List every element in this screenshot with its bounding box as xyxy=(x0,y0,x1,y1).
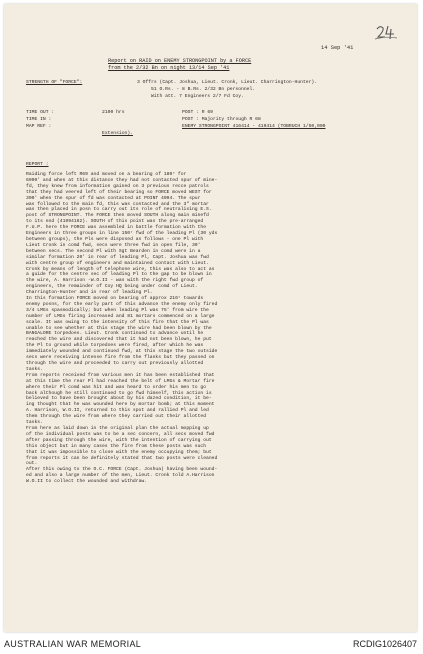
report-line: BANGALORE torpedoes. Lieut. Cronk continued to advance until he xyxy=(26,331,204,337)
report-line: tasks. xyxy=(26,366,43,372)
report-line: through the wire and proceeded to carry out previously allotted xyxy=(26,361,204,366)
report-line: between groups), the Pls were disposed as follows - one Pl with xyxy=(26,236,204,242)
strength-line1: 3 Offrs (Capt. Joshua, Lieut. Cronk, Lieut. Charrington-Hunter). xyxy=(137,80,318,85)
time-in-route: POST : Majority through R 68 xyxy=(182,117,261,122)
strength-label: STRENGTH OF "FORCE": xyxy=(26,80,83,85)
report-line: with centre group of engineers and maintained contact with Lieut. xyxy=(26,260,209,266)
report-line: the wire, A. Harrison -W.O.II - was with the right fwd group of xyxy=(26,278,204,284)
report-line: scale. It was owing to the intensity of this fire that the Pl was xyxy=(26,319,209,325)
report-line: at this time the rear Pl had reached the belt of LMGs & Mortar fire xyxy=(26,378,215,384)
report-line: Raiding force left R69 and moved on a bearing of 180° for xyxy=(26,172,187,177)
report-line: unable to see whether at this stage the wire had been blown by the xyxy=(26,325,212,331)
report-line: from reports it can be definitely stated that two posts were cleaned xyxy=(26,455,218,461)
handwritten-reference-number xyxy=(375,24,397,40)
report-body xyxy=(26,172,404,485)
report-line: 6900' and when at this distance they had not contacted spur of mine- xyxy=(26,177,218,183)
report-line: a guide for the centre sec of leading Pl to the gap to be blown in xyxy=(26,272,212,278)
report-line: post of STRONGPOINT. The FORCE then moved SOUTH along main minefd xyxy=(26,213,209,219)
report-line: was followed to the main fd, this was contacted and the 3" mortar xyxy=(26,201,209,207)
map-ref-label: MAP REF : xyxy=(26,124,52,129)
time-out-label: TIME OUT : xyxy=(26,110,55,115)
report-line: that they had veered left of their bearing so FORCE moved WEST for xyxy=(26,189,212,195)
report-line: them through the wire from where they carried out their allotted xyxy=(26,414,207,420)
time-out-route: POST : R 69 xyxy=(182,110,213,115)
report-line: fd, they knew from information gained on 3 previous recce patrols xyxy=(26,183,209,189)
report-line: was then placed in posn to carry out its role of neutralising E.S. xyxy=(26,207,212,213)
report-line: In this formation FORCE moved on bearing of approx 216° towards xyxy=(26,296,204,302)
report-line: ed and also a large number of the men, Lieut. Cronk told A.Harrison xyxy=(26,473,215,479)
report-line: that it was impossible to close with the enemy occupying them; but xyxy=(26,449,212,455)
report-line: From here as laid down in the original plan the actual mopping up xyxy=(26,425,209,431)
document-page xyxy=(4,4,417,632)
archive-footer xyxy=(0,634,423,654)
archive-id: RCDIG1026407 xyxy=(352,639,417,649)
report-line: Cronk by means of length of telephone wire, this was also to act as xyxy=(26,266,215,272)
report-line: of the individual posts was to be a sec concern, all secs moved fwd xyxy=(26,431,215,437)
title-line2-text: from the 2/32 Bn on night 13/14 Sep '41 xyxy=(108,65,230,71)
report-line: enemy posns, for the early part of this advance the enemy only fired xyxy=(26,301,218,307)
strength-line3: With att. 7 Engineers 2/7 Fd Coy. xyxy=(151,94,244,99)
time-in-label: TIME IN : xyxy=(26,117,52,122)
report-line: tasks. xyxy=(26,420,43,426)
report-line: believed to have been brought about by his dazed condition, it be- xyxy=(26,396,212,402)
report-line: Charrington-Hunter and in rear of leading Pl. xyxy=(26,290,153,296)
report-line: From reports received from various men it has been established that xyxy=(26,372,215,378)
time-out-value: 2100 hrs xyxy=(102,110,125,115)
report-line: number of LMGs firing increased and 81 mortars commenced on a large xyxy=(26,313,215,319)
report-line: 300' when the spur of fd was contacted at POINT 4094. The spur xyxy=(26,195,201,201)
report-line: ing thought that he was wounded here by mortar bomb; at this moment xyxy=(26,402,215,408)
report-section-label: REPORT : xyxy=(26,162,49,167)
report-line: this object but in many cases the fire from these posts was such xyxy=(26,443,207,449)
report-line: back although he still continued to go fwd himself, this action is xyxy=(26,390,212,396)
handwritten-mark-icon xyxy=(375,24,397,40)
report-title-line2 xyxy=(108,66,229,72)
map-ref-value: ENEMY STRONGPOINT 416414 - 419414 (TOBRUCH 1/50,000 xyxy=(182,124,326,129)
report-line: after passing through the wire, with the intention of carrying out xyxy=(26,437,212,443)
report-line: A. Harrison, W.O.II, returned to this spot and rallied Pl and led xyxy=(26,408,209,414)
report-line: immediately wounded and continued fwd, at this stage the two outside xyxy=(26,349,218,355)
report-line: to its end (41994162). SOUTH of this point was the pre-arranged xyxy=(26,219,204,225)
report-line: 3/4 LMGs spasmodically; but when leading Pl was 75' from wire the xyxy=(26,307,209,313)
report-line: F.U.P. here the FORCE was assembled in battle formation with the xyxy=(26,225,207,231)
report-line: engineers, the remainder of Coy HQ being under comd of Lieut. xyxy=(26,284,198,290)
title-line1-text: Report on RAID on ENEMY STRONGPOINT by a FORCE xyxy=(108,58,252,64)
report-line: between secs. The second Pl with Sgt Bearden in comd were in a xyxy=(26,248,201,254)
report-line: the Pl to ground while torpedoes were fired, after which he was xyxy=(26,343,204,349)
map-ref-value-continued: Extension). xyxy=(102,131,133,136)
strength-line2: 51 O.Rs. - 8 B.Rs. 2/32 Bn personnel. xyxy=(151,87,256,92)
report-line: similar formation 20' in rear of leading Pl, Capt. Joshua was fwd xyxy=(26,254,209,260)
report-line: W.O.II to collect the wounded and withdraw. xyxy=(26,479,147,485)
report-line: secs were receiving intense fire from the flanks but they passed on xyxy=(26,355,215,361)
report-line: reached the wire and discovered that it had not been blown, he put xyxy=(26,337,212,343)
archive-name: AUSTRALIAN WAR MEMORIAL xyxy=(4,639,142,649)
report-line: Lieut Cronk in comd fwd, secs were three fwd in open file, 30' xyxy=(26,242,201,248)
report-line: out. xyxy=(26,461,38,467)
report-line: where their Pl comd was hit and was heard to order his men to go xyxy=(26,384,207,390)
report-line: Engineers in three groups in line 150° fwd of the leading Pl (30 yds xyxy=(26,231,218,237)
report-line: After this owing to the O.C. FORCE (Capt. Joshua) having been wound- xyxy=(26,467,218,473)
report-date: 14 Sep '41 xyxy=(321,45,354,51)
